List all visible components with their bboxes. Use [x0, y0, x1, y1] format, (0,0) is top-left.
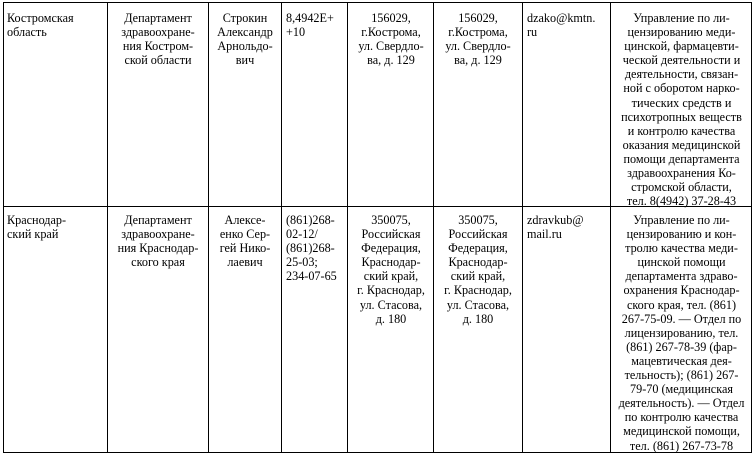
row1-phone: 8,4942Е+ +10	[286, 11, 334, 40]
column-divider	[281, 3, 282, 452]
row1-email: dzako@kmtn. ru	[527, 11, 596, 40]
column-divider	[208, 3, 209, 452]
row2-email: zdravkub@ mail.ru	[527, 213, 584, 242]
column-divider	[522, 3, 523, 452]
row2-region: Краснодар- ский край	[7, 213, 67, 242]
row2-legal-address: 350075, Российская Федерация, Краснодар- ский край, г. Краснодар, ул. Стасова, д. 180	[357, 213, 425, 326]
license-table	[3, 2, 752, 453]
row2-head: Алексе- енко Сер- гей Нико- лаевич	[219, 213, 271, 270]
row1-region: Костромская область	[7, 11, 74, 40]
row1-legal-address: 156029, г.Кострома, ул. Свердло- ва, д. 129	[358, 11, 424, 68]
row2-actual-address: 350075, Российская Федерация, Краснодар- ский край, г. Краснодар, ул. Стасова, д. 180	[444, 213, 512, 326]
row2-department: Департамент здравоохране- ния Краснодар- ского края	[117, 213, 199, 270]
row2-licensing-unit: Управление по ли- цензированию и кон- тролю качества меди- цинской помощи департамента здраво- охранения Краснодар- ского края, тел. (861) 267-75-09. — Отдел по лицензированию, тел. (861) 267-78-39 (фар- мацевтическая дея- тельность); (861) 267- 79-70 (медицинская деятельность). — Отдел по контролю качества медицинской помощи, тел. (861) 267-73-78	[618, 213, 745, 453]
row1-head: Строкин Александр Арнольдо- вич	[217, 11, 273, 68]
row1-actual-address: 156029, г.Кострома, ул. Свердло- ва, д. 129	[445, 11, 511, 68]
column-divider	[433, 3, 434, 452]
column-divider	[107, 3, 108, 452]
column-divider	[347, 3, 348, 452]
row1-licensing-unit: Управление по ли- цензированию меди- цинской, фармацевти- ческой деятельности и деятельности, связан- ной с оборотом нарко- тических средств и психотропных веществ и контролю качества оказания медицинской помощи департамента здравоохранения Ко- стромской области, тел. 8(4942) 37-28-43	[621, 11, 742, 209]
row1-department: Департамент здравоохране- ния Костром- ской области	[121, 11, 195, 68]
column-divider	[610, 3, 611, 452]
row2-phone: (861)268- 02-12/ (861)268- 25-03; 234-07-65	[286, 213, 337, 284]
